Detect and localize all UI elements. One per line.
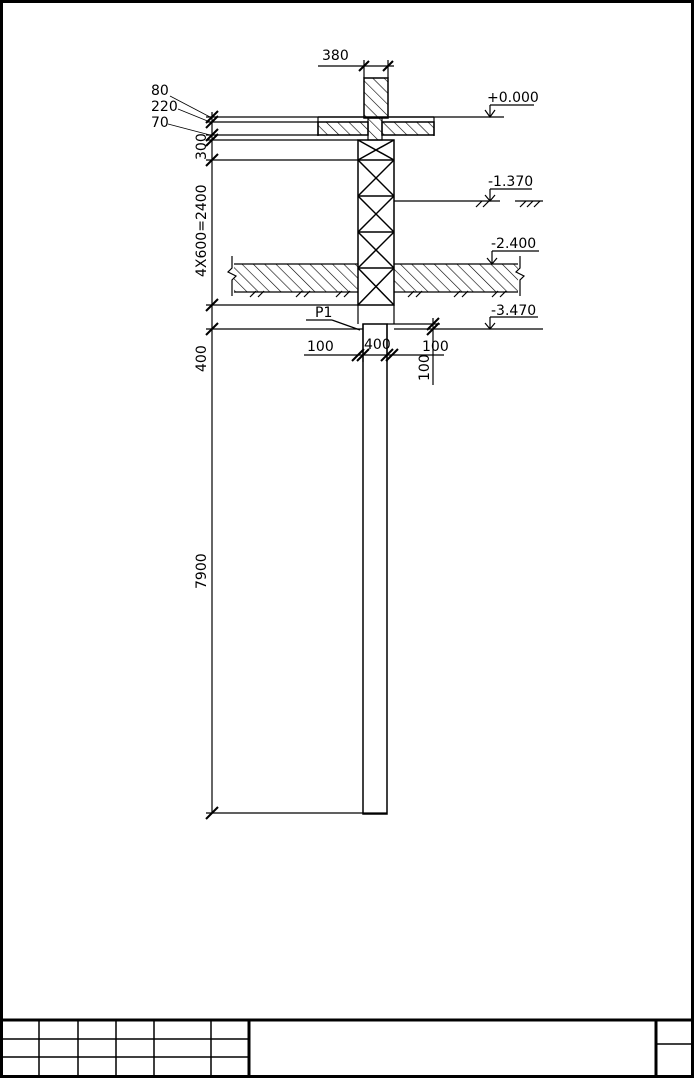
dim-pile-right-edge: 100 — [422, 339, 449, 355]
wall-section — [364, 78, 388, 118]
dim-pile-length: 7900 — [194, 553, 210, 589]
fill-layer — [228, 256, 524, 297]
level-ground: -1.370 — [488, 174, 534, 190]
lattice-column — [358, 140, 394, 305]
slab-right — [382, 122, 434, 135]
title-block — [2, 1020, 692, 1076]
level-fill: -2.400 — [491, 236, 537, 252]
slab-left — [318, 122, 368, 135]
level-pile-top: -3.470 — [491, 303, 537, 319]
level-zero: +0.000 — [487, 90, 539, 106]
dim-wall-width: 380 — [322, 48, 349, 64]
dim-frame-stack: 4X600=2400 — [194, 184, 210, 277]
wall-slab-assembly — [318, 78, 434, 140]
dim-slab-top: 80 — [151, 83, 169, 99]
dim-pile-width: 400 — [364, 337, 391, 353]
pile — [358, 305, 394, 814]
dim-cap-height: 400 — [194, 345, 210, 372]
pile-mark-label: P1 — [315, 305, 333, 321]
dim-slab-mid: 220 — [151, 99, 178, 115]
dim-grillage-top: 300 — [194, 133, 210, 160]
dim-pile-left-edge: 100 — [307, 339, 334, 355]
sheet-border — [2, 2, 693, 1077]
level-markers — [394, 105, 543, 329]
wall-web — [368, 118, 382, 140]
dim-slab-bottom: 70 — [151, 115, 169, 131]
dim-pile-vertical-edge: 100 — [417, 354, 433, 381]
